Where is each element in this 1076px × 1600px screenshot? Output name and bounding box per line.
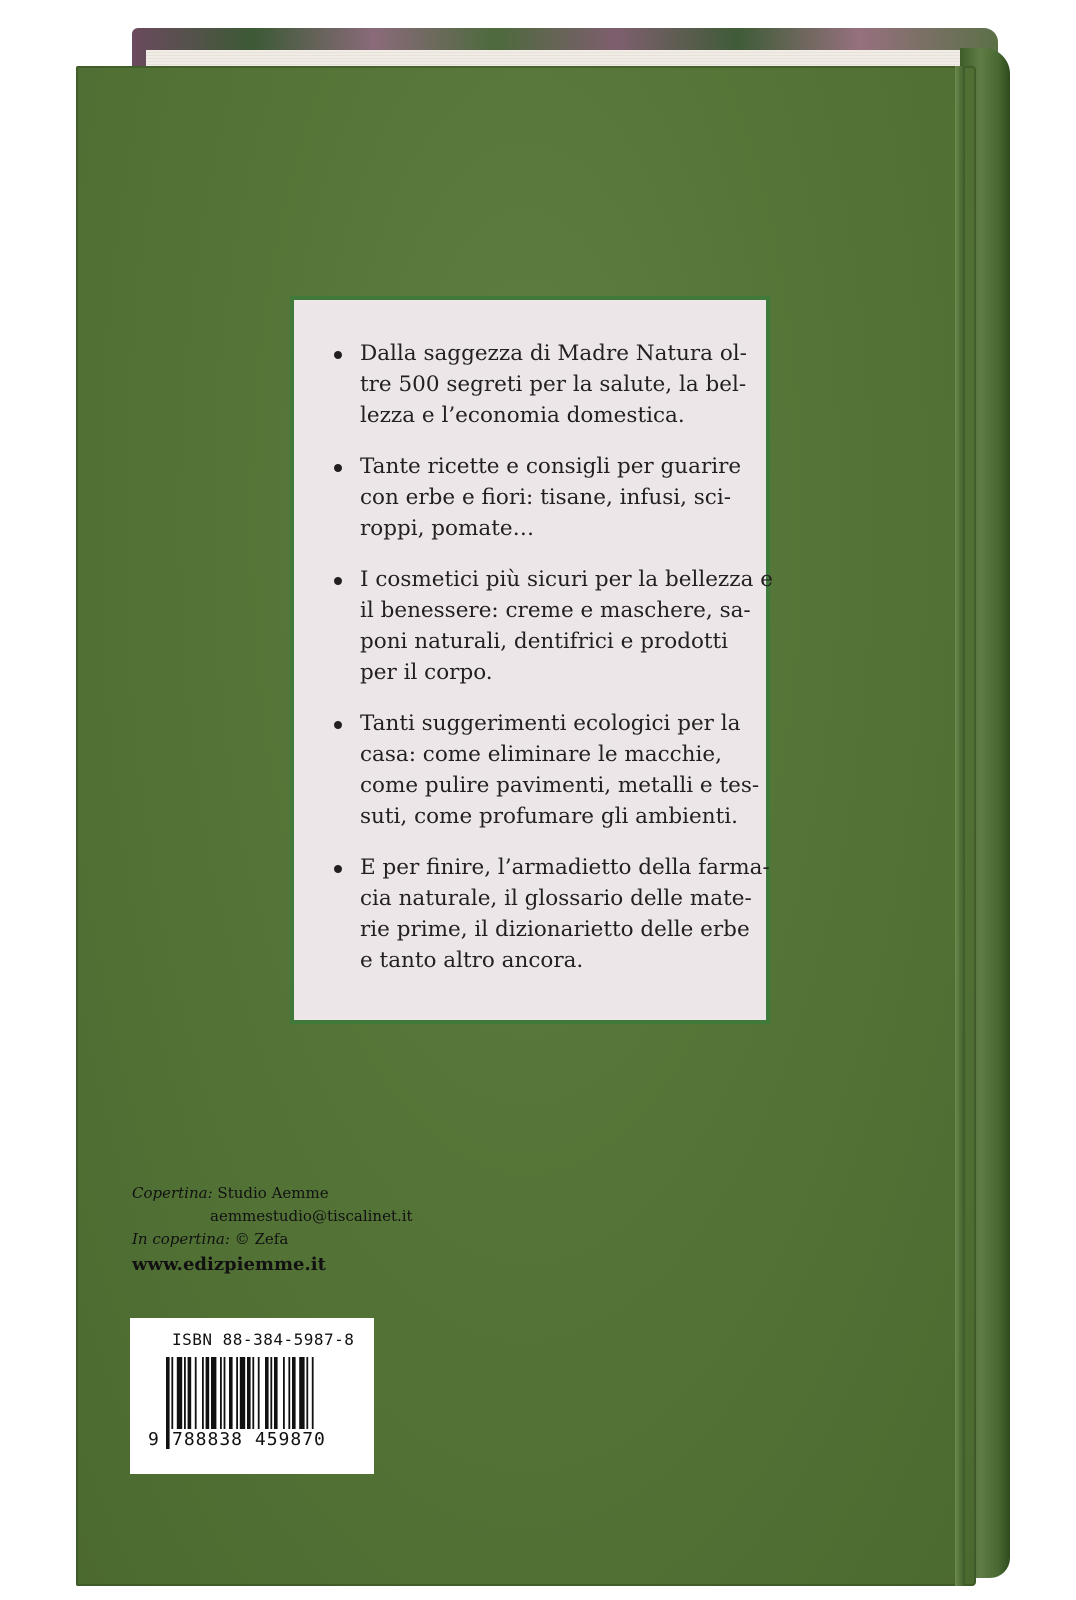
blurb-line: per il corpo. [360,660,493,685]
blurb-line: tre 500 segreti per la salute, la bel- [360,372,747,397]
barcode-bars [148,1357,360,1450]
blurb-line: E per finire, l’armadietto della farma- [360,855,770,880]
cover-credit-value: Studio Aemme [217,1184,329,1202]
barcode-first-digit: 9 [148,1429,159,1450]
bullet-dot-icon [334,865,342,873]
isbn-number: ISBN 88-384-5987-8 [172,1330,355,1349]
blurb-line: casa: come eliminare le macchie, [360,742,722,767]
blurb-line: lezza e l’economia domestica. [360,403,685,428]
blurb-bullet [334,708,760,832]
blurb-line: Tanti suggerimenti ecologici per la [360,711,741,736]
blurb-bullet [334,852,770,976]
barcode-digit-groups: 788838 459870 [172,1429,326,1450]
barcode-label [130,1318,374,1474]
blurb-line: suti, come profumare gli ambienti. [360,804,738,829]
credits-block [132,1182,413,1277]
blurb-line: Dalla saggezza di Madre Natura ol- [360,341,747,366]
blurb-bullet [334,338,747,431]
cover-hinge [955,66,965,1586]
blurb-bullet [334,451,742,544]
blurb-panel [290,296,773,1024]
blurb-line: e tanto altro ancora. [360,948,584,973]
blurb-bullet [334,564,773,688]
bullet-dot-icon [334,464,342,472]
cover-credit-label: Copertina: [132,1184,213,1202]
blurb-line: come pulire pavimenti, metalli e tes- [360,773,760,798]
bullet-dot-icon [334,351,342,359]
blurb-line: poni naturali, dentifrici e prodotti [360,629,729,654]
cover-image-credit-value: © Zefa [234,1230,289,1248]
blurb-line: con erbe e fiori: tisane, infusi, sci- [360,485,731,510]
blurb-panel-content [294,300,773,1020]
bullet-dot-icon [334,577,342,585]
blurb-line: il benessere: creme e maschere, sa- [360,598,751,623]
cover-credit-email: aemmestudio@tiscalinet.it [210,1207,413,1225]
blurb-line: cia naturale, il glossario delle mate- [360,886,752,911]
cover-credit-line [132,1182,413,1205]
cover-image-credit-line [132,1228,413,1251]
publisher-website: www.edizpiemme.it [132,1254,326,1275]
blurb-line: Tante ricette e consigli per guarire [360,454,742,479]
blurb-line: rie prime, il dizionarietto delle erbe [360,917,750,942]
bullet-dot-icon [334,721,342,729]
blurb-line: roppi, pomate… [360,516,535,541]
blurb-line: I cosmetici più sicuri per la bellezza e [360,567,773,592]
cover-image-credit-label: In copertina: [132,1230,230,1248]
